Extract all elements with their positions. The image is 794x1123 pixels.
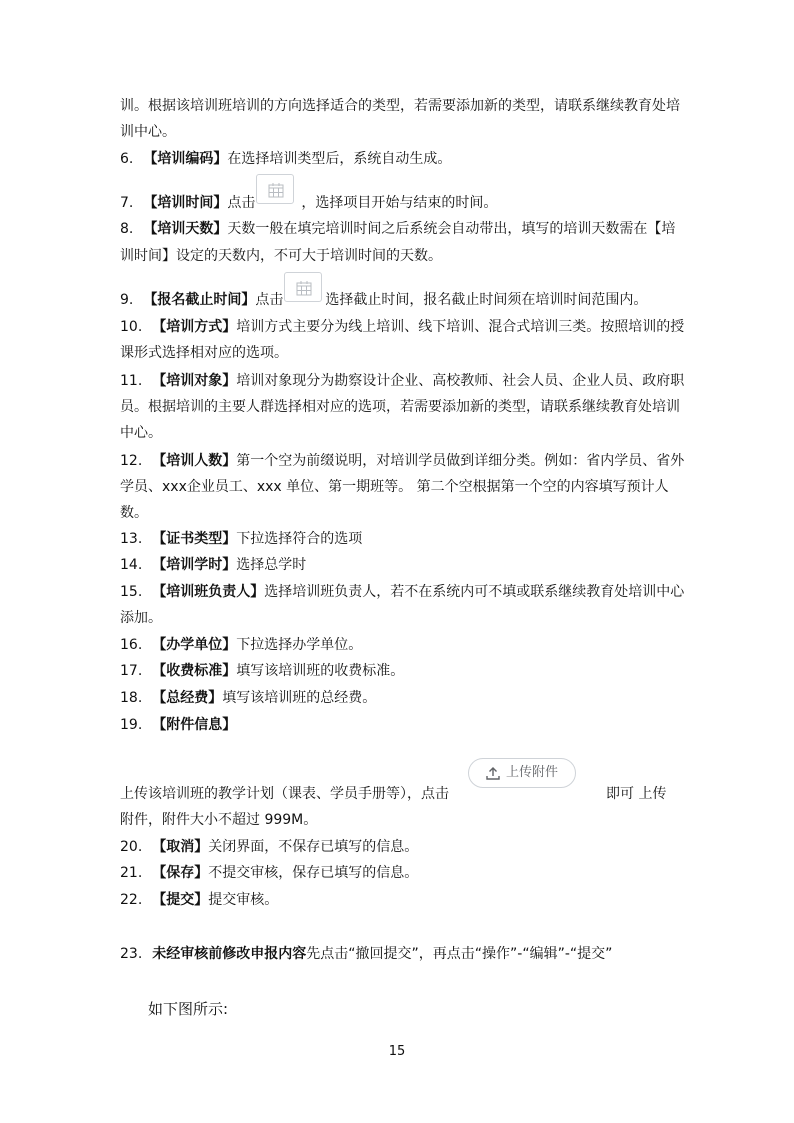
item-term: 【培训时间】 xyxy=(143,195,228,211)
item-number: 16. xyxy=(120,637,143,653)
item-text: 填写该培训班的收费标准。 xyxy=(236,663,405,679)
item-number: 20. xyxy=(120,839,143,855)
item-number: 7. xyxy=(120,195,134,211)
list-item-12 xyxy=(120,451,684,471)
item-number: 15. xyxy=(120,584,143,600)
upload-button-label: 上传附件 xyxy=(506,765,559,780)
list-item-18 xyxy=(120,688,376,708)
item-text: 下拉选择符合的选项 xyxy=(236,531,363,547)
calendar-icon xyxy=(268,182,284,198)
item-text: 下拉选择办学单位。 xyxy=(236,637,363,653)
item-term: 【取消】 xyxy=(152,839,209,855)
item-text: ，选择项目开始与结束的时间。 xyxy=(301,195,498,211)
list-item-10 xyxy=(120,317,684,337)
paragraph-line: 员。根据培训的主要人群选择相对应的选项，若需要添加新的类型，请联系继续教育处培训 xyxy=(120,399,680,415)
item-term: 【收费标准】 xyxy=(152,663,237,679)
item-term: 【培训人数】 xyxy=(152,453,237,469)
item-text: 在选择培训类型后，系统自动生成。 xyxy=(227,151,452,167)
page-number: 15 xyxy=(388,1044,406,1059)
list-item-20 xyxy=(120,837,418,857)
item-number: 6. xyxy=(120,151,134,167)
item-text: 提交审核。 xyxy=(208,892,279,908)
list-item-16 xyxy=(120,635,362,655)
paragraph-line: 训。根据该培训班培训的方向选择适合的类型，若需要添加新的类型，请联系继续教育处培 xyxy=(120,98,680,114)
list-item-6 xyxy=(120,149,451,169)
item-number: 23. xyxy=(120,946,143,962)
item-text: 培训对象现分为勘察设计企业、高校教师、社会人员、企业人员、政府职 xyxy=(236,373,685,389)
list-item-22 xyxy=(120,890,278,910)
item-text: 点击 xyxy=(255,292,284,308)
paragraph-line: 训时间】设定的天数内，不可大于培训时间的天数。 xyxy=(120,248,442,264)
paragraph-line: 学员、xxx企业员工、xxx 单位、第一期班等。 第二个空根据第一个空的内容填写预计人 xyxy=(120,479,669,495)
list-item-23 xyxy=(120,944,612,964)
date-picker-button[interactable] xyxy=(256,174,294,204)
item-text: 选择截止时间，报名截止时间须在培训时间范围内。 xyxy=(325,292,648,308)
item-term: 【办学单位】 xyxy=(152,637,237,653)
paragraph-line: 中心。 xyxy=(120,425,162,441)
item-number: 21. xyxy=(120,865,143,881)
item-term: 【附件信息】 xyxy=(152,717,237,733)
paragraph-line: 即可 上传 xyxy=(606,786,667,802)
item-term: 【培训方式】 xyxy=(152,319,237,335)
item-text: 关闭界面，不保存已填写的信息。 xyxy=(208,839,419,855)
list-item-8 xyxy=(120,219,675,239)
item-number: 19. xyxy=(120,717,143,733)
item-term: 【培训天数】 xyxy=(143,221,228,237)
figure-intro: 如下图所示: xyxy=(148,1000,229,1018)
upload-attachment-button[interactable] xyxy=(468,758,576,788)
list-item-11 xyxy=(120,371,684,391)
list-item-19 xyxy=(120,715,236,735)
paragraph-line: 课形式选择相对应的选项。 xyxy=(120,345,288,361)
item-number: 18. xyxy=(120,690,143,706)
item-number: 13. xyxy=(120,531,143,547)
item-text: 第一个空为前缀说明，对培训学员做到详细分类。例如：省内学员、省外 xyxy=(236,453,685,469)
item-number: 8. xyxy=(120,221,134,237)
list-item-13 xyxy=(120,529,362,549)
item-text: 点击 xyxy=(227,195,256,211)
item-term: 【培训班负责人】 xyxy=(152,584,265,600)
list-item-17 xyxy=(120,661,404,681)
item-number: 14. xyxy=(120,557,143,573)
item-term: 【培训对象】 xyxy=(152,373,237,389)
item-text: 先点击“撤回提交”，再点击“操作”-“编辑”-“提交” xyxy=(306,946,613,962)
item-text: 选择总学时 xyxy=(236,557,307,573)
item-text: 培训方式主要分为线上培训、线下培训、混合式培训三类。按照培训的授 xyxy=(236,319,685,335)
item-number: 12. xyxy=(120,453,143,469)
item-term: 【保存】 xyxy=(152,865,209,881)
upload-icon xyxy=(486,767,500,780)
item-text: 填写该培训班的总经费。 xyxy=(222,690,377,706)
item-text: 上传该培训班的教学计划（课表、学员手册等），点击 xyxy=(120,786,449,802)
item-term: 【培训学时】 xyxy=(152,557,237,573)
item-term: 【培训编码】 xyxy=(143,151,228,167)
item-text: 不提交审核，保存已填写的信息。 xyxy=(208,865,419,881)
paragraph-line xyxy=(120,784,449,804)
list-item-21 xyxy=(120,863,418,883)
list-item-14 xyxy=(120,555,306,575)
item-term: 【总经费】 xyxy=(152,690,223,706)
item-number: 22. xyxy=(120,892,143,908)
paragraph-line: 训中心。 xyxy=(120,124,176,140)
item-text: 天数一般在填完培训时间之后系统会自动带出，填写的培训天数需在【培 xyxy=(227,221,676,237)
paragraph-line: 添加。 xyxy=(120,610,162,626)
item-text: 选择培训班负责人，若不在系统内可不填或联系继续教育处培训中心 xyxy=(264,584,685,600)
date-picker-button[interactable] xyxy=(284,272,322,302)
item-term: 【证书类型】 xyxy=(152,531,237,547)
item-number: 11. xyxy=(120,373,143,389)
item-term: 【提交】 xyxy=(152,892,209,908)
item-number: 9. xyxy=(120,292,134,308)
item-number: 17. xyxy=(120,663,143,679)
item-term: 【报名截止时间】 xyxy=(143,292,256,308)
paragraph-line: 数。 xyxy=(120,505,148,521)
list-item-9 xyxy=(120,290,647,310)
list-item-15 xyxy=(120,582,684,602)
paragraph-line: 附件，附件大小不超过 999M。 xyxy=(120,812,318,828)
calendar-icon xyxy=(296,280,312,296)
item-term: 未经审核前修改申报内容 xyxy=(152,946,307,962)
item-number: 10. xyxy=(120,319,143,335)
list-item-7 xyxy=(120,193,497,213)
